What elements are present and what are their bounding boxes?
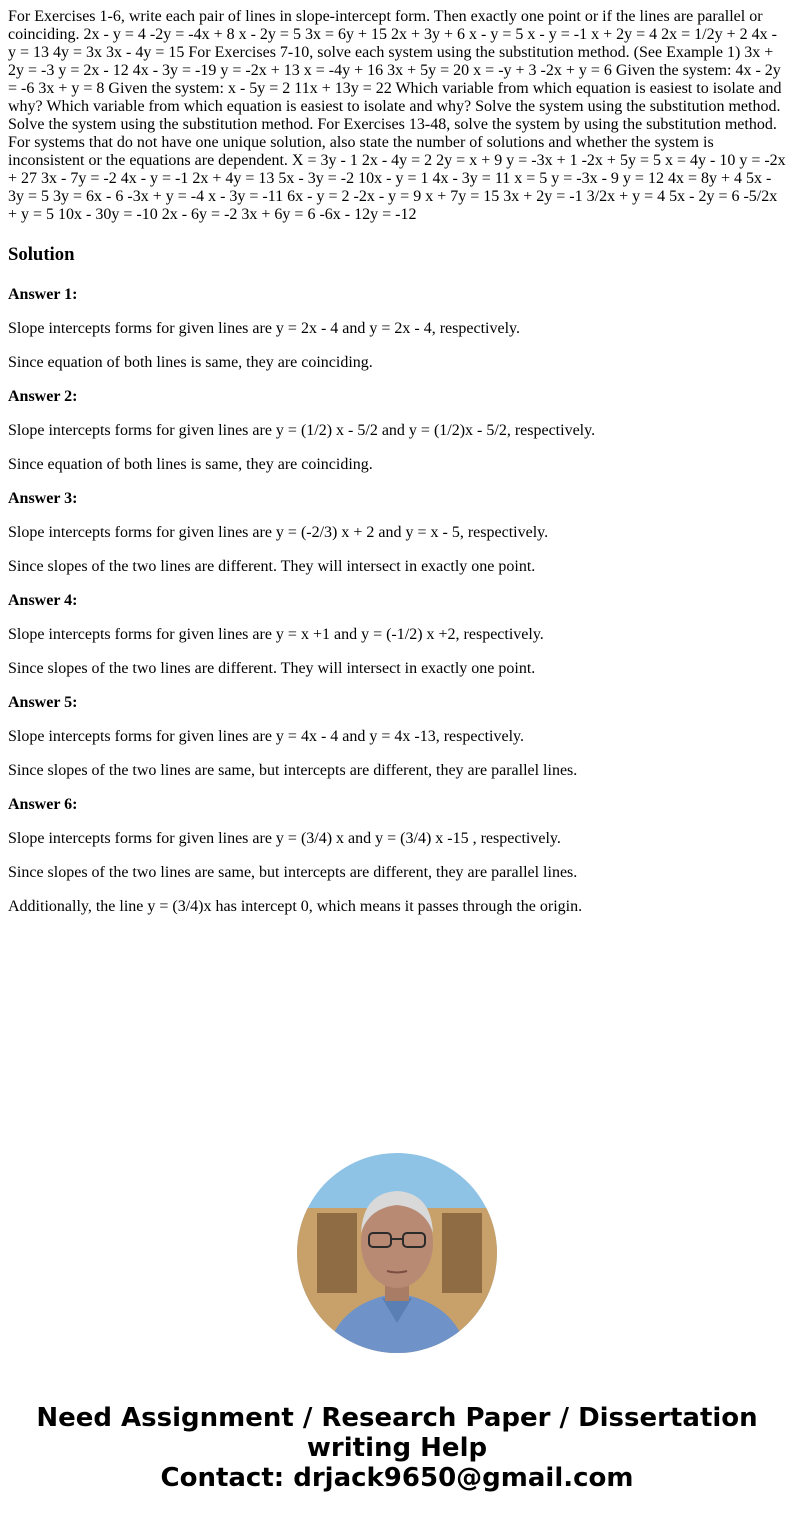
answer-title: Answer 1: [8,286,78,303]
avatar-window-frame [317,1213,357,1293]
answer-line: Since slopes of the two lines are same, but intercepts are different, they are parallel lines. [8,864,578,881]
footer-line-1: Need Assignment / Research Paper / Dissertation [36,1403,758,1433]
answer-block-1 [8,286,786,372]
answer-line: Since equation of both lines is same, they are coinciding. [8,354,373,371]
answer-line: Since slopes of the two lines are same, but intercepts are different, they are parallel lines. [8,762,578,779]
answer-line: Additionally, the line y = (3/4)x has intercept 0, which means it passes through the origin. [8,898,583,915]
answer-line: Since equation of both lines is same, they are coinciding. [8,456,373,473]
answer-title: Answer 6: [8,796,78,813]
avatar-window-frame [442,1213,482,1293]
answer-block-3 [8,490,786,576]
answer-line: Slope intercepts forms for given lines are y = 2x - 4 and y = 2x - 4, respectively. [8,320,520,337]
answer-title: Answer 2: [8,388,78,405]
footer-line-2: writing Help [306,1433,488,1463]
answer-line: Slope intercepts forms for given lines are y = (-2/3) x + 2 and y = x - 5, respectively. [8,524,549,541]
answer-block-6 [8,796,786,916]
answer-line: Slope intercepts forms for given lines are y = x +1 and y = (-1/2) x +2, respectively. [8,626,544,643]
answer-line: Slope intercepts forms for given lines are y = (1/2) x - 5/2 and y = (1/2)x - 5/2, respectively. [8,422,596,439]
answer-title: Answer 5: [8,694,78,711]
answers-section [8,286,786,916]
avatar-portrait-image [297,1153,497,1353]
answer-block-5 [8,694,786,780]
answer-line: Since slopes of the two lines are different. They will intersect in exactly one point. [8,558,536,575]
footer-contact-email: Contact: drjack9650@gmail.com [160,1463,634,1493]
question-text: For Exercises 1-6, write each pair of lines in slope-intercept form. Then exactly one point or if the lines are parallel or coinciding. 2x - y = 4 -2y = -4x + 8 x - 2y = 5 3x = 6y + 15 2x + 3y + 6 x - y = 5 x - y = -1 x + 2y = 4 2x = 1/2y + 2 4x - y = 13 4y = 3x 3x - 4y = 15 For Exercises 7-10, solve each system using the substitution method. (See Example 1) 3x + 2y = -3 y = 2x - 12 4x - 3y = -19 y = -2x + 13 x = -4y + 16 3x + 5y = 20 x = -y + 3 -2x + y = 6 Given the system: 4x - 2y = -6 3x + y = 8 Given the system: x - 5y = 2 11x + 13y = 22 Which variable from which equation is easiest to isolate and why? Which variable from which equation is easiest to isolate and why? Solve the system using the substitution method. Solve the system using the substitution method. For Exercises 13-48, solve the system by using the substitution method. For systems that do not have one unique solution, also state the number of solutions and whether the system is inconsistent or the equations are dependent. X = 3y - 1 2x - 4y = 2 2y = x + 9 y = -3x + 1 -2x + 5y = 5 x = 4y - 10 y = -2x + 27 3x - 7y = -2 4x - y = -1 2x + 4y = 13 5x - 3y = -2 10x - y = 1 4x - 3y = 11 x = 5 y = -3x - 9 y = 12 4x = 8y + 4 5x - 3y = 5 3y = 6x - 6 -3x + y = -4 x - 3y = -11 6x - y = 2 -2x - y = 9 x + 7y = 15 3x + 2y = -1 3/2x + y = 4 5x - 2y = 6 -5/2x + y = 5 10x - 30y = -10 2x - 6y = -2 3x + 6y = 6 -6x - 12y = -12 [8,8,786,223]
contact-footer [0,1403,794,1493]
answer-block-2 [8,388,786,474]
answer-line: Slope intercepts forms for given lines are y = (3/4) x and y = (3/4) x -15 , respectively. [8,830,561,847]
author-avatar [297,1153,497,1353]
answer-block-4 [8,592,786,678]
answer-title: Answer 4: [8,592,78,609]
answer-line: Since slopes of the two lines are different. They will intersect in exactly one point. [8,660,536,677]
answer-title: Answer 3: [8,490,78,507]
document-body [8,8,786,916]
solution-heading: Solution [8,244,75,265]
answer-line: Slope intercepts forms for given lines are y = 4x - 4 and y = 4x -13, respectively. [8,728,524,745]
